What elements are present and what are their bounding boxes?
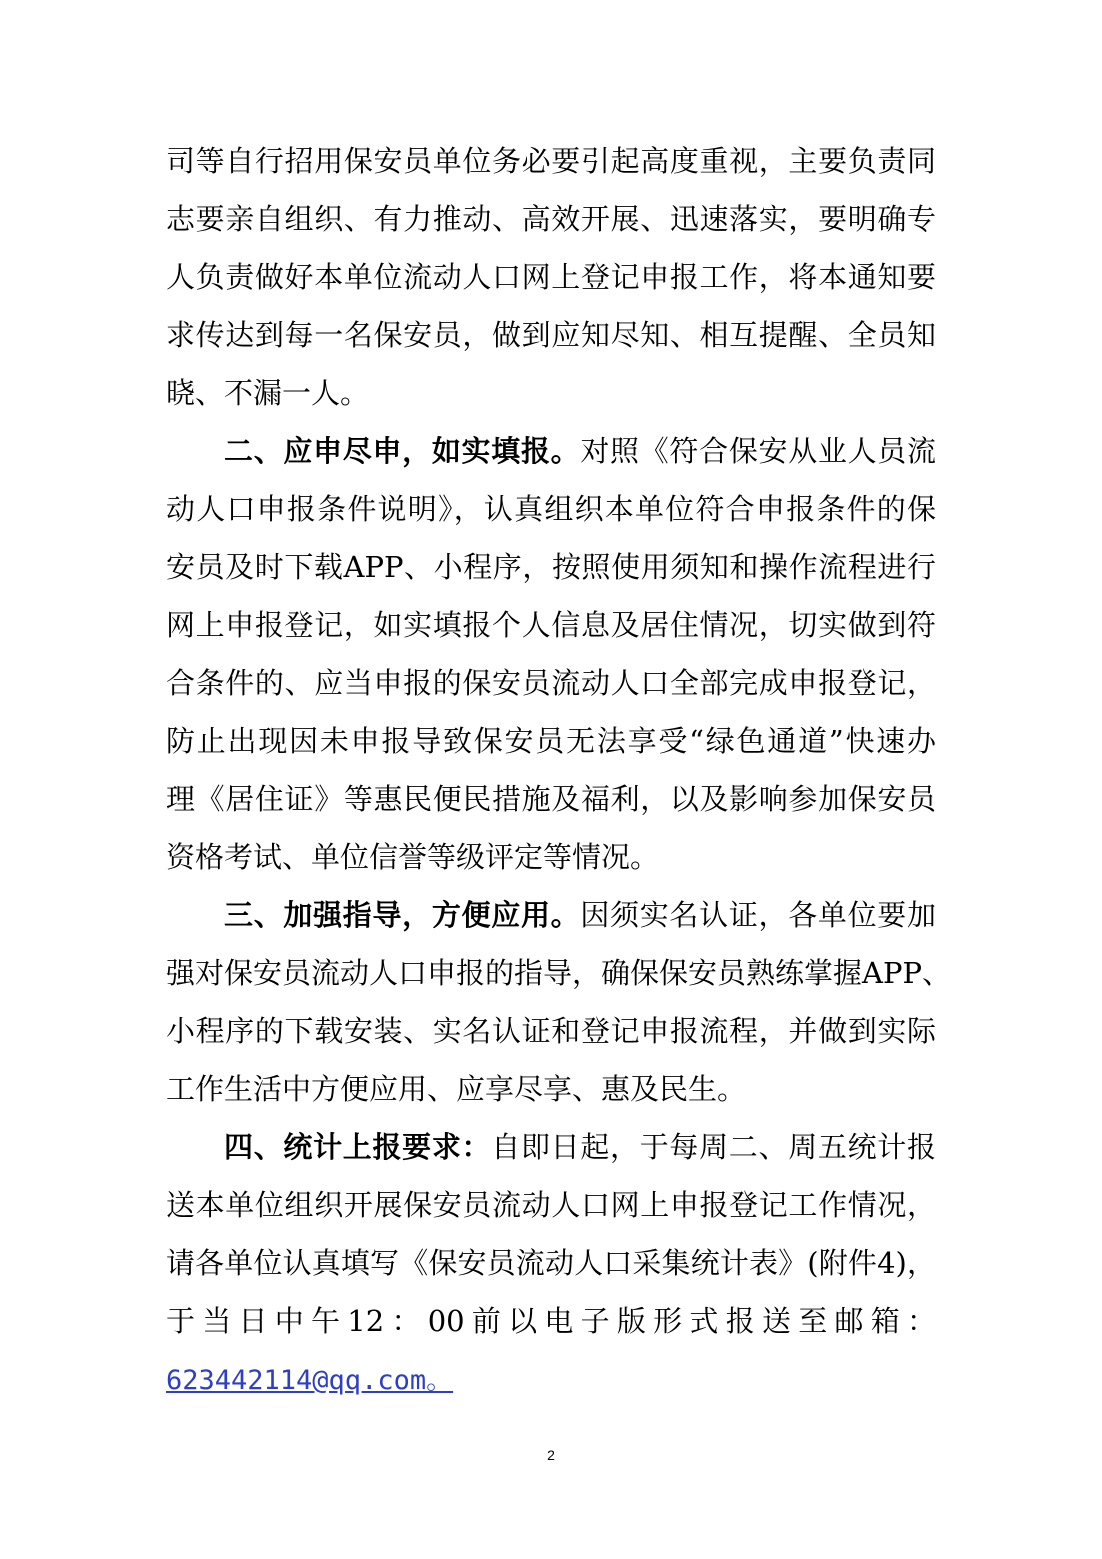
text-line: 志要亲自组织、有力推动、高效开展、迅速落实，要明确专: [166, 202, 936, 236]
text-line: 送本单位组织开展保安员流动人口网上申报登记工作情况，: [166, 1188, 936, 1222]
text-line: 动人口申报条件说明》，认真组织本单位符合申报条件的保: [166, 492, 936, 526]
text-line: 人负责做好本单位流动人口网上登记申报工作，将本通知要: [166, 260, 936, 294]
section-heading: 二、应申尽申，如实填报。: [224, 434, 581, 468]
text-line: 合条件的、应当申报的保安员流动人口全部完成申报登记，: [166, 666, 936, 700]
paragraph-1: [166, 132, 936, 422]
text-line: 安员及时下载APP、小程序，按照使用须知和操作流程进行: [166, 550, 936, 584]
text-line: 请各单位认真填写《保安员流动人口采集统计表》(附件4)，: [166, 1246, 936, 1280]
email-link[interactable]: 623442114@qq.com。: [166, 1365, 454, 1396]
paragraph-3: [166, 886, 951, 1118]
document-body: [166, 132, 951, 1408]
text-span: 对照《符合保安从业人员流: [580, 434, 936, 468]
text-span: 因须实名认证，各单位要加: [580, 898, 936, 932]
text-line: 于当日中午12：00前以电子版形式报送至邮箱：: [166, 1304, 936, 1338]
text-line: 强对保安员流动人口申报的指导，确保保安员熟练掌握APP、: [166, 956, 951, 990]
text-line: 晓、不漏一人。: [166, 376, 370, 410]
paragraph-4: [166, 1118, 936, 1408]
paragraph-first-line: [166, 886, 936, 944]
text-line: 资格考试、单位信誉等级评定等情况。: [166, 840, 660, 874]
paragraph-2: [166, 422, 936, 886]
paragraph-first-line: [166, 1118, 936, 1176]
text-span: 自即日起，于每周二、周五统计报: [491, 1130, 936, 1164]
page-number: 2: [547, 1447, 555, 1463]
text-line: 小程序的下载安装、实名认证和登记申报流程，并做到实际: [166, 1014, 936, 1048]
text-line: 工作生活中方便应用、应享尽享、惠及民生。: [166, 1072, 747, 1106]
text-line: 网上申报登记，如实填报个人信息及居住情况，切实做到符: [166, 608, 936, 642]
email-line: [166, 1350, 936, 1408]
section-heading: 四、统计上报要求：: [224, 1130, 492, 1164]
text-line: 防止出现因未申报导致保安员无法享受“绿色通道”快速办: [166, 724, 936, 758]
paragraph-first-line: [166, 422, 936, 480]
text-line: 司等自行招用保安员单位务必要引起高度重视，主要负责同: [166, 144, 936, 178]
section-heading: 三、加强指导，方便应用。: [224, 898, 581, 932]
text-line: 理《居住证》等惠民便民措施及福利，以及影响参加保安员: [166, 782, 936, 816]
text-line: 求传达到每一名保安员，做到应知尽知、相互提醒、全员知: [166, 318, 936, 352]
